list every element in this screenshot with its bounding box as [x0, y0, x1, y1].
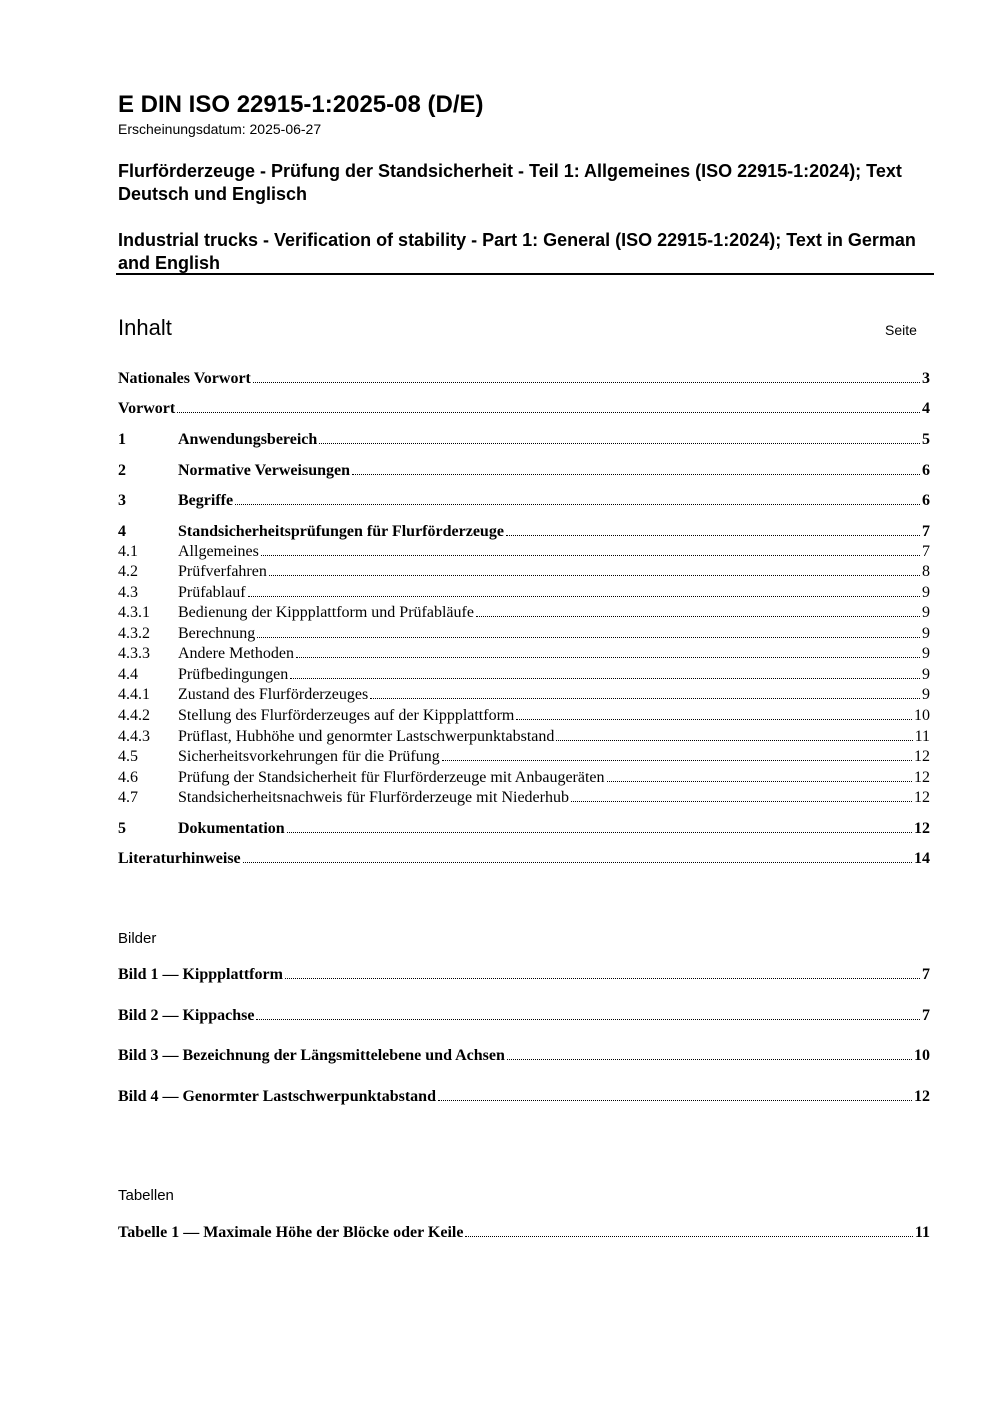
toc-entry-title: Zustand des Flurförderzeuges: [178, 686, 369, 703]
toc-entry-title: Anwendungsbereich: [178, 431, 318, 448]
toc-entry-title: Bild 3 — Bezeichnung der Längsmittelebene und Achsen: [118, 1047, 505, 1064]
dot-leader: [296, 654, 920, 658]
toc-entry[interactable]: [118, 400, 930, 421]
toc-entry[interactable]: [118, 666, 930, 687]
toc-entry-page: 5: [922, 431, 930, 448]
toc-entry-page: 9: [922, 604, 930, 621]
toc-entry[interactable]: [118, 523, 930, 544]
toc-entry-page: 12: [914, 748, 930, 765]
toc-entry[interactable]: [118, 748, 930, 769]
toc-entry[interactable]: [118, 850, 930, 871]
dot-leader: [243, 859, 912, 863]
toc-entry-number: 4.3.2: [118, 625, 150, 642]
toc-entry-title: Nationales Vorwort: [118, 370, 251, 387]
toc-entry-page: 8: [922, 563, 930, 580]
toc-entry-number: 4.4.1: [118, 686, 150, 703]
figure-entry[interactable]: [118, 1047, 930, 1068]
figures-heading: Bilder: [118, 930, 157, 947]
toc-heading: Inhalt: [118, 315, 172, 340]
toc-entry-page: 9: [922, 666, 930, 683]
dot-leader: [442, 757, 912, 761]
toc-entry[interactable]: [118, 370, 930, 391]
toc-entry-page: 12: [914, 789, 930, 806]
tables-heading: Tabellen: [118, 1187, 174, 1204]
table-entry[interactable]: [118, 1224, 930, 1245]
toc-entry-title: Vorwort: [118, 400, 176, 417]
toc-entry-page: 7: [922, 523, 930, 540]
toc-entry-title: Stellung des Flurförderzeuges auf der Kippplattform: [178, 707, 515, 724]
toc-entry[interactable]: [118, 462, 930, 483]
toc-entry-title: Bild 1 — Kippplattform: [118, 966, 283, 983]
dot-leader: [556, 737, 912, 741]
toc-entry-page: 7: [922, 543, 930, 560]
toc-entry-title: Prüfverfahren: [178, 563, 267, 580]
toc-entry-page: 6: [922, 492, 930, 509]
toc-entry-title: Prüfung der Standsicherheit für Flurförderzeuge mit Anbaugeräten: [178, 769, 605, 786]
toc-entry-title: Prüflast, Hubhöhe und genormter Lastschwerpunktabstand: [178, 728, 555, 745]
toc-entry-title: Berechnung: [178, 625, 256, 642]
toc-entry-number: 4: [118, 523, 126, 540]
dot-leader: [248, 593, 920, 597]
toc-entry-number: 4.5: [118, 748, 138, 765]
dot-leader: [506, 532, 920, 536]
toc-entry-title: Prüfablauf: [178, 584, 246, 601]
toc-entry-title: Literaturhinweise: [118, 850, 241, 867]
toc-entry-page: 14: [914, 850, 930, 867]
dot-leader: [256, 1016, 920, 1020]
toc-entry[interactable]: [118, 584, 930, 605]
dot-leader: [438, 1097, 912, 1101]
toc-entry-number: 4.4.3: [118, 728, 150, 745]
toc-entry-page: 4: [922, 400, 930, 417]
toc-entry-number: 4.1: [118, 543, 138, 560]
dot-leader: [269, 572, 920, 576]
dot-leader: [516, 716, 912, 720]
toc-entry-page: 11: [914, 1224, 930, 1241]
dot-leader: [465, 1233, 912, 1237]
toc-entry-title: Dokumentation: [178, 820, 285, 837]
toc-entry[interactable]: [118, 820, 930, 841]
toc-entry-page: 3: [922, 370, 930, 387]
toc-entry-page: 7: [922, 1007, 930, 1024]
figure-entry[interactable]: [118, 966, 930, 987]
toc-entry-number: 2: [118, 462, 126, 479]
dot-leader: [290, 675, 920, 679]
header-divider: [116, 273, 934, 275]
toc-entry-title: Andere Methoden: [178, 645, 294, 662]
document-id: E DIN ISO 22915-1:2025-08 (D/E): [118, 91, 484, 118]
toc-entry-number: 4.2: [118, 563, 138, 580]
toc-entry[interactable]: [118, 686, 930, 707]
dot-leader: [507, 1056, 912, 1060]
toc-entry-page: 12: [914, 1088, 930, 1105]
dot-leader: [257, 634, 920, 638]
toc-entry-page: 11: [914, 728, 930, 745]
toc-entry-number: 4.4.2: [118, 707, 150, 724]
title-english: Industrial trucks - Verification of stability - Part 1: General (ISO 22915-1:2024); Text in German and English: [118, 230, 916, 273]
toc-entry-title: Standsicherheitsprüfungen für Flurförderzeuge: [178, 523, 504, 540]
toc-entry-title: Begriffe: [178, 492, 234, 509]
dot-leader: [285, 975, 920, 979]
dot-leader: [352, 471, 920, 475]
toc-entry[interactable]: [118, 625, 930, 646]
toc-entry-page: 12: [914, 769, 930, 786]
toc-entry-title: Allgemeines: [178, 543, 259, 560]
toc-entry-number: 4.3.3: [118, 645, 150, 662]
toc-entry[interactable]: [118, 645, 930, 666]
toc-entry-page: 10: [914, 707, 930, 724]
toc-entry-title: Normative Verweisungen: [178, 462, 350, 479]
toc-entry-page: 7: [922, 966, 930, 983]
dot-leader: [177, 409, 920, 413]
figure-entry[interactable]: [118, 1007, 930, 1028]
toc-entry-number: 1: [118, 431, 126, 448]
dot-leader: [571, 798, 912, 802]
toc-entry-page: 9: [922, 584, 930, 601]
page-column-label: Seite: [885, 322, 917, 338]
toc-entry-number: 4.3.1: [118, 604, 150, 621]
toc-entry[interactable]: [118, 543, 930, 564]
toc-entry[interactable]: [118, 604, 930, 625]
toc-entry-title: Bild 2 — Kippachse: [118, 1007, 255, 1024]
dot-leader: [235, 501, 920, 505]
toc-entry-number: 4.3: [118, 584, 138, 601]
toc-entry-page: 6: [922, 462, 930, 479]
toc-entry-title: Tabelle 1 — Maximale Höhe der Blöcke oder Keile: [118, 1224, 464, 1241]
dot-leader: [253, 379, 920, 383]
toc-entry[interactable]: [118, 431, 930, 452]
toc-entry[interactable]: [118, 707, 930, 728]
dot-leader: [607, 778, 912, 782]
toc-entry-page: 12: [914, 820, 930, 837]
toc-entry-number: 4.7: [118, 789, 138, 806]
toc-entry[interactable]: [118, 728, 930, 749]
dot-leader: [370, 695, 920, 699]
toc-entry[interactable]: [118, 492, 930, 513]
dot-leader: [319, 440, 920, 444]
toc-entry-title: Prüfbedingungen: [178, 666, 289, 683]
toc-entry[interactable]: [118, 769, 930, 790]
toc-entry[interactable]: [118, 563, 930, 584]
toc-entry-title: Bedienung der Kippplattform und Prüfabläufe: [178, 604, 474, 621]
toc-entry-page: 9: [922, 645, 930, 662]
toc-entry-number: 3: [118, 492, 126, 509]
figure-entry[interactable]: [118, 1088, 930, 1109]
toc-entry-page: 10: [914, 1047, 930, 1064]
toc-entry-page: 9: [922, 625, 930, 642]
dot-leader: [287, 829, 912, 833]
title-german: Flurförderzeuge - Prüfung der Standsicherheit - Teil 1: Allgemeines (ISO 22915-1:2024); Text Deutsch und Englisch: [118, 161, 902, 204]
publication-date: Erscheinungsdatum: 2025-06-27: [118, 121, 322, 137]
toc-entry-title: Bild 4 — Genormter Lastschwerpunktabstand: [118, 1088, 436, 1105]
toc-entry-page: 9: [922, 686, 930, 703]
toc-entry[interactable]: [118, 789, 930, 810]
toc-entry-title: Standsicherheitsnachweis für Flurförderzeuge mit Niederhub: [178, 789, 569, 806]
toc-entry-title: Sicherheitsvorkehrungen für die Prüfung: [178, 748, 440, 765]
toc-entry-number: 4.4: [118, 666, 138, 683]
toc-entry-number: 4.6: [118, 769, 138, 786]
dot-leader: [476, 613, 920, 617]
dot-leader: [261, 552, 920, 556]
toc-entry-number: 5: [118, 820, 126, 837]
